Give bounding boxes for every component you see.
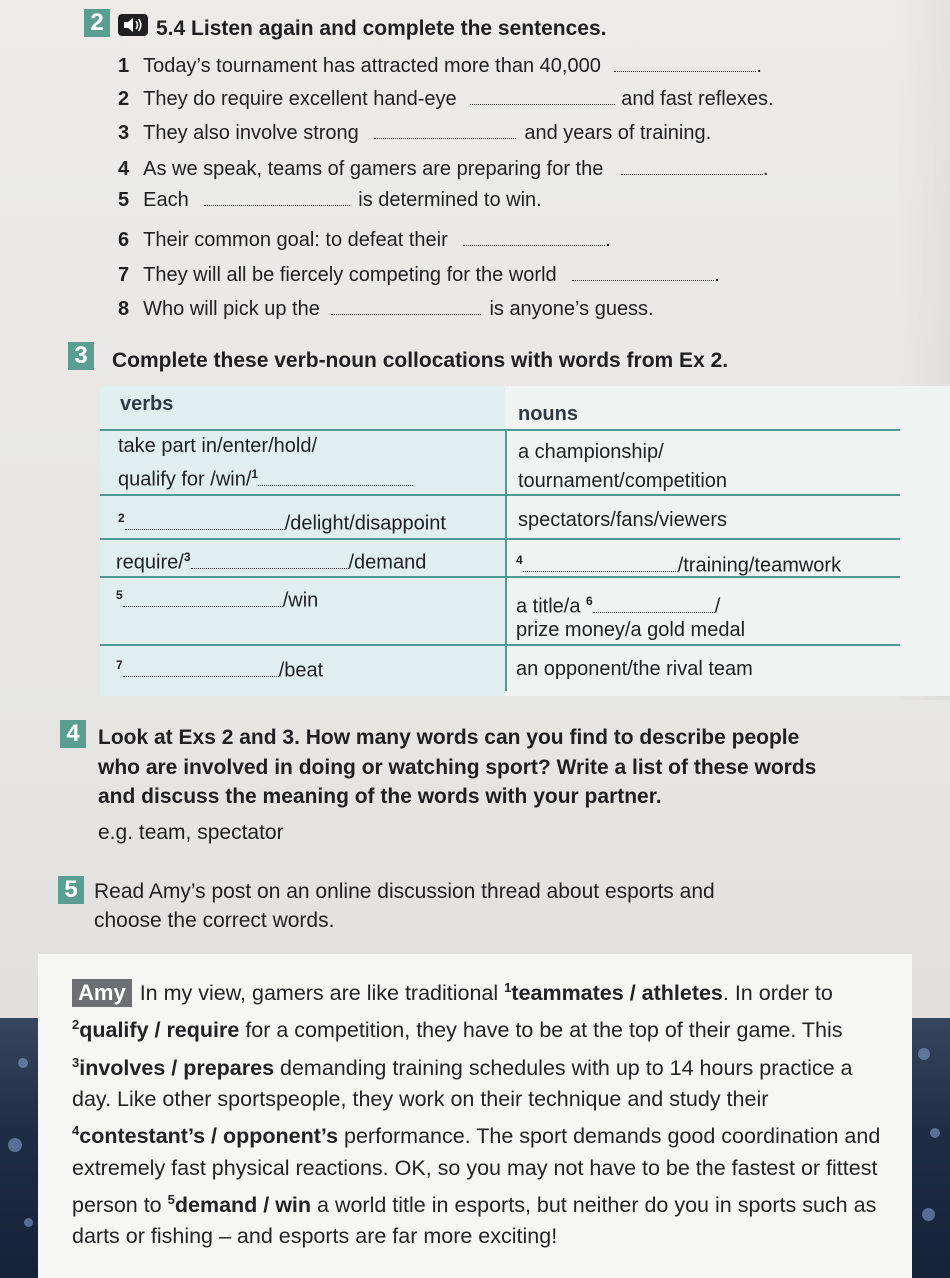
answer-blank[interactable]	[331, 296, 481, 315]
sentence-number: 8	[118, 298, 130, 320]
nouns-column-bg	[505, 386, 950, 696]
instruction-line: who are involved in doing or watching sport? Write a list of these words	[98, 756, 817, 779]
answer-blank[interactable]	[191, 550, 349, 569]
exercise-title: Complete these verb-noun collocations with words from Ex 2.	[112, 349, 729, 372]
sentence-end: .	[762, 158, 769, 180]
answer-blank[interactable]	[123, 658, 279, 677]
sentence-number: 2	[118, 88, 130, 110]
row-rule	[100, 538, 900, 540]
sentence-end: .	[714, 264, 720, 286]
sentence-text: They do require excellent hand-eye	[143, 88, 457, 110]
sentence-8	[118, 296, 654, 322]
sentence-end: .	[756, 55, 762, 77]
answer-blank[interactable]	[523, 553, 678, 572]
sentence-2	[118, 86, 774, 112]
noun-cell: an opponent/the rival team	[516, 658, 753, 680]
row-rule	[100, 644, 900, 646]
sentence-3	[118, 120, 711, 146]
sentence-1	[118, 53, 762, 79]
sentence-4	[118, 156, 768, 182]
exercise-number-badge: 5	[58, 876, 84, 904]
word-choice-1[interactable]: teammates / athletes	[511, 981, 723, 1006]
answer-blank[interactable]	[621, 156, 763, 175]
sentence-end: .	[605, 229, 611, 251]
sentence-number: 5	[118, 189, 130, 211]
noun-cell: tournament/competition	[518, 470, 728, 492]
verb-cell: $^2$ /delight/disappoint	[118, 511, 446, 535]
noun-cell: a championship/	[518, 441, 664, 463]
collocation-table	[100, 386, 950, 696]
sentence-end: and fast reflexes.	[621, 88, 774, 110]
exercise-number-badge: 3	[68, 342, 94, 370]
verb-cell: take part in/enter/hold/	[118, 435, 318, 457]
sentence-5	[118, 187, 542, 213]
answer-blank[interactable]	[204, 187, 350, 206]
title-text: Listen again and complete the sentences.	[191, 17, 607, 40]
verb-cell: require/$^3$ /demand	[116, 550, 427, 574]
sentence-6	[118, 227, 611, 253]
noun-cell: a title/a $^6$ /	[516, 594, 721, 618]
instruction-line: Read Amy’s post on an online discussion thread about esports and	[94, 880, 715, 903]
answer-blank[interactable]	[123, 588, 283, 607]
sentence-end: is determined to win.	[358, 189, 542, 211]
sentence-text: Today’s tournament has attracted more than 40,000	[143, 55, 601, 77]
forum-post	[38, 954, 912, 1278]
header-verbs: verbs	[120, 393, 174, 415]
instruction-line: Look at Exs 2 and 3. How many words can you find to describe people	[98, 726, 800, 749]
sentence-text: Each	[143, 189, 189, 211]
noun-cell: $^4$ /training/teamwork	[516, 553, 842, 577]
answer-blank[interactable]	[593, 594, 715, 613]
sentence-text: They will all be fiercely competing for the world	[143, 264, 557, 286]
track-number: 5.4	[156, 17, 186, 40]
verb-cell: $^7$ /beat	[116, 658, 324, 682]
sentence-number: 4	[118, 158, 130, 180]
sentence-text: As we speak, teams of gamers are preparing for the	[143, 158, 604, 180]
sentence-number: 3	[118, 122, 130, 144]
noun-cell: spectators/fans/viewers	[518, 509, 727, 531]
header-rule	[100, 429, 900, 431]
column-divider	[505, 431, 507, 691]
sentence-7	[118, 262, 720, 288]
sentence-text: They also involve strong	[143, 122, 359, 144]
example-text: e.g. team, spectator	[98, 821, 284, 844]
answer-blank[interactable]	[374, 120, 516, 139]
post-author-tag: Amy	[72, 979, 132, 1007]
instruction-line: choose the correct words.	[94, 909, 335, 932]
sentence-number: 1	[118, 55, 130, 77]
exercise-number-badge: 4	[60, 720, 86, 748]
exercise-number-badge: 2	[84, 9, 110, 37]
answer-blank[interactable]	[125, 511, 285, 530]
sentence-number: 7	[118, 264, 130, 286]
answer-blank[interactable]	[463, 227, 605, 246]
noun-cell: prize money/a gold medal	[516, 619, 746, 641]
header-nouns: nouns	[518, 403, 578, 425]
sentence-end: is anyone’s guess.	[489, 298, 654, 320]
answer-blank[interactable]	[470, 86, 615, 105]
answer-blank[interactable]	[258, 467, 413, 486]
exercise-title	[156, 17, 607, 41]
word-choice-4[interactable]: contestant’s / opponent’s	[79, 1124, 339, 1149]
verb-cell: qualify for /win/$^1$	[118, 460, 413, 494]
word-choice-5[interactable]: demand / win	[174, 1193, 312, 1217]
sentence-number: 6	[118, 229, 130, 251]
instruction-line: and discuss the meaning of the words with your partner.	[98, 785, 662, 808]
row-rule	[100, 494, 900, 496]
word-choice-2[interactable]: qualify / require	[79, 1018, 240, 1043]
sentence-text: Who will pick up the	[143, 298, 320, 320]
sentence-text: Their common goal: to defeat their	[143, 229, 448, 251]
verb-cell: $^5$ /win	[116, 588, 319, 612]
post-body: Amy In my view, gamers are like traditional $^1$teammates / athletes. In order to $^2$qualify / require for a competition, they have to be at the top of their game. This $^3$involves / prepares demanding training schedules with up to 14 hours practice a day. Like other sportspeople, they work on their technique and study their $^4$contestant’s / opponent’s performance. The sport demands good coordination and extremely fast physical reactions. OK, so you may not have to be the fastest or fittest person to $^5$demand / win a world title in esports, but neither do you in sports such as darts or fishing – and esports are far more exciting!	[72, 980, 881, 1249]
audio-speaker-icon[interactable]	[118, 14, 148, 36]
answer-blank[interactable]	[614, 53, 756, 72]
sentence-end: and years of training.	[524, 122, 712, 144]
answer-blank[interactable]	[572, 262, 714, 281]
word-choice-3[interactable]: involves / prepares	[79, 1055, 275, 1080]
